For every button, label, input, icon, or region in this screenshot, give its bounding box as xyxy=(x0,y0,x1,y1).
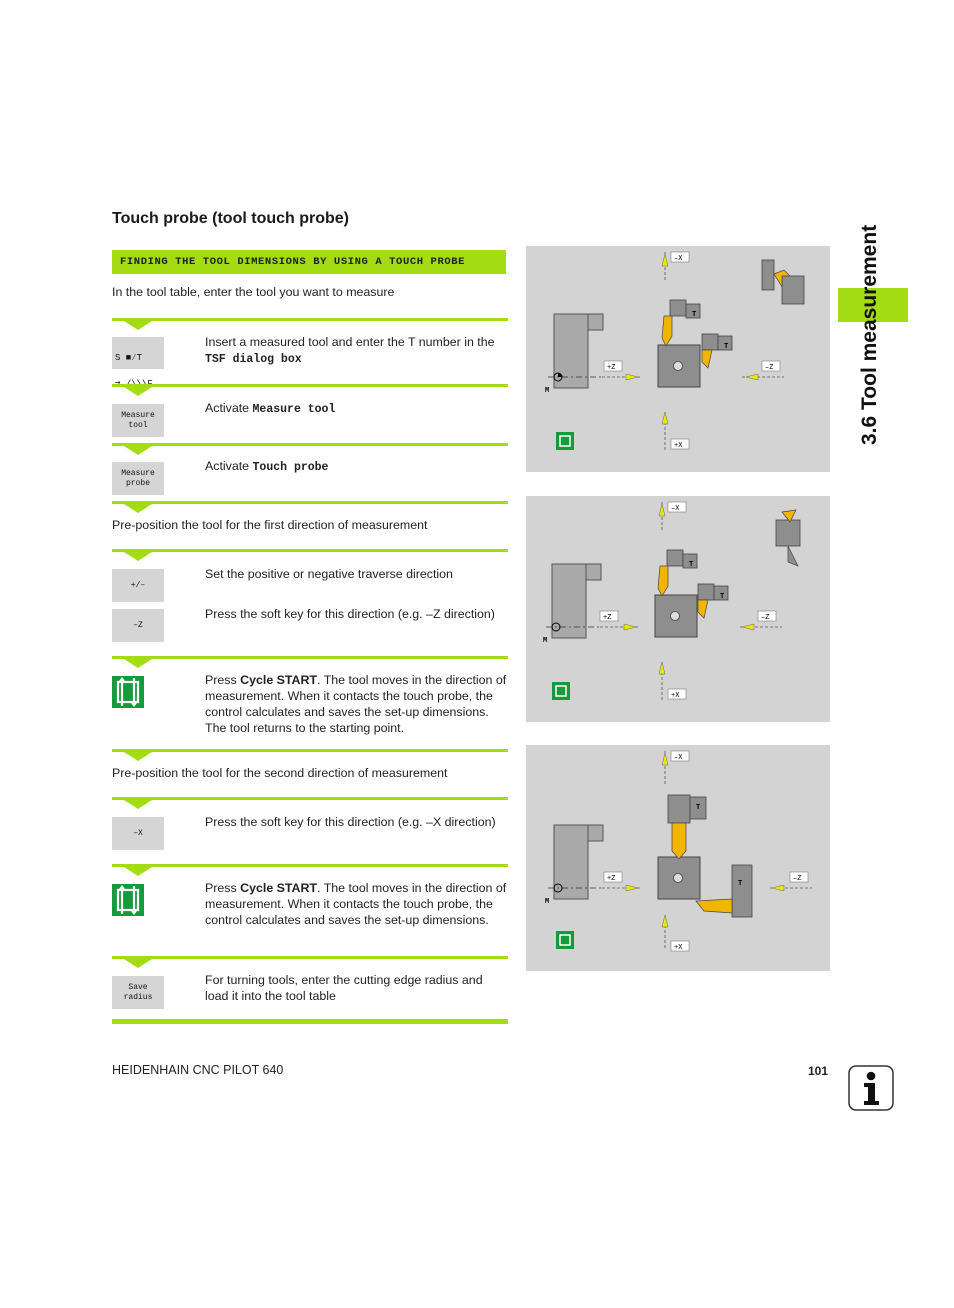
label-minus-z: –Z xyxy=(793,875,802,883)
step-separator xyxy=(112,656,508,659)
label-t: T xyxy=(692,311,697,319)
step-separator xyxy=(112,956,508,959)
tsf-softkey[interactable] xyxy=(112,337,164,369)
cycle-start-label: Cycle START xyxy=(240,881,318,895)
step-separator xyxy=(112,749,508,752)
label-minus-z: –Z xyxy=(761,614,770,622)
label-t: T xyxy=(689,561,694,569)
step-separator xyxy=(112,384,508,387)
label-minus-z: –Z xyxy=(765,364,774,372)
step-separator xyxy=(112,501,508,504)
step-separator xyxy=(112,864,508,867)
step-intro-text: In the tool table, enter the tool you want to measure xyxy=(112,285,395,299)
procedure-banner: FINDING THE TOOL DIMENSIONS BY USING A TOUCH PROBE xyxy=(112,250,506,274)
label-minus-x: –X xyxy=(674,754,683,762)
save-radius-softkey[interactable]: Save radius xyxy=(112,976,164,1009)
chapter-side-title: 3.6 Tool measurement xyxy=(858,224,881,446)
touch-probe-label: Touch probe xyxy=(252,461,329,474)
insert-tool-text: Insert a measured tool and enter the T number in the xyxy=(205,335,495,349)
label-t: T xyxy=(724,343,729,351)
label-plus-x: +X xyxy=(671,692,680,700)
label-minus-x: –X xyxy=(674,255,683,263)
label-t: T xyxy=(696,804,701,812)
cycle-start-icon[interactable] xyxy=(112,676,144,708)
cycle-start-icon[interactable] xyxy=(112,884,144,916)
minus-z-softkey[interactable]: –Z xyxy=(112,609,164,642)
label-m: M xyxy=(545,387,550,395)
press-label: Press xyxy=(205,881,237,895)
label-plus-x: +X xyxy=(674,944,683,952)
step-cycle-start-1 xyxy=(205,672,507,736)
step-insert-tool xyxy=(205,334,508,368)
cycle-start-label: Cycle START xyxy=(240,673,318,687)
step-separator xyxy=(112,797,508,800)
step-preposition-first: Pre-position the tool for the first direction of measurement xyxy=(112,518,428,532)
step-separator xyxy=(112,549,508,552)
section-heading: Touch probe (tool touch probe) xyxy=(112,210,349,227)
press-label: Press xyxy=(205,673,237,687)
minus-x-softkey[interactable]: –X xyxy=(112,817,164,850)
label-t: T xyxy=(720,593,725,601)
measure-tool-label: Measure tool xyxy=(252,403,336,416)
plus-minus-softkey[interactable]: +/– xyxy=(112,569,164,602)
footer-product-name: HEIDENHAIN CNC PILOT 640 xyxy=(112,1063,284,1077)
tsf-dialog-label: TSF dialog box xyxy=(205,353,302,366)
step-press-x: Press the soft key for this direction (e.g. –X direction) xyxy=(205,815,496,829)
step-separator xyxy=(112,443,508,446)
label-plus-z: +Z xyxy=(607,364,616,372)
figure-measure-x-drill xyxy=(526,745,830,971)
label-minus-x: –X xyxy=(671,505,680,513)
label-plus-x: +X xyxy=(674,442,683,450)
step-activate-touch-probe xyxy=(205,458,508,476)
label-m: M xyxy=(545,898,550,906)
activate-label: Activate xyxy=(205,459,250,473)
step-activate-measure-tool xyxy=(205,400,508,418)
step-set-direction: Set the positive or negative traverse direction xyxy=(205,567,453,581)
measure-probe-softkey[interactable]: Measure probe xyxy=(112,462,164,495)
page-number: 101 xyxy=(808,1064,829,1078)
label-t: T xyxy=(738,880,743,888)
step-save-radius: For turning tools, enter the cutting edge radius and load it into the tool table xyxy=(205,973,483,1003)
label-plus-z: +Z xyxy=(603,614,612,622)
tsf-softkey-top: S ■⁄T xyxy=(115,353,143,363)
activate-label: Activate xyxy=(205,401,250,415)
step-cycle-start-2 xyxy=(205,880,507,928)
step-press-z: Press the soft key for this direction (e.g. –Z direction) xyxy=(205,607,495,621)
step-preposition-second: Pre-position the tool for the second direction of measurement xyxy=(112,766,448,780)
measure-tool-softkey[interactable]: Measure tool xyxy=(112,404,164,437)
step-separator xyxy=(112,318,508,321)
info-icon[interactable] xyxy=(848,1065,894,1111)
figure-measure-z-turning-tool xyxy=(526,246,830,472)
label-plus-z: +Z xyxy=(607,875,616,883)
figure-measure-z-probe-approach xyxy=(526,496,830,722)
label-m: M xyxy=(543,637,548,645)
procedure-end-bar xyxy=(112,1019,508,1024)
cycle-start-text: . The tool moves in the direction of measurement. When it contacts the touch probe, the control calculates and saves the set-up dimensions. xyxy=(205,881,507,927)
cycle-start-text: . The tool moves in the direction of measurement. When it contacts the touch probe, the control calculates and saves the set-up dimensions. The tool returns to the starting point. xyxy=(205,673,507,735)
